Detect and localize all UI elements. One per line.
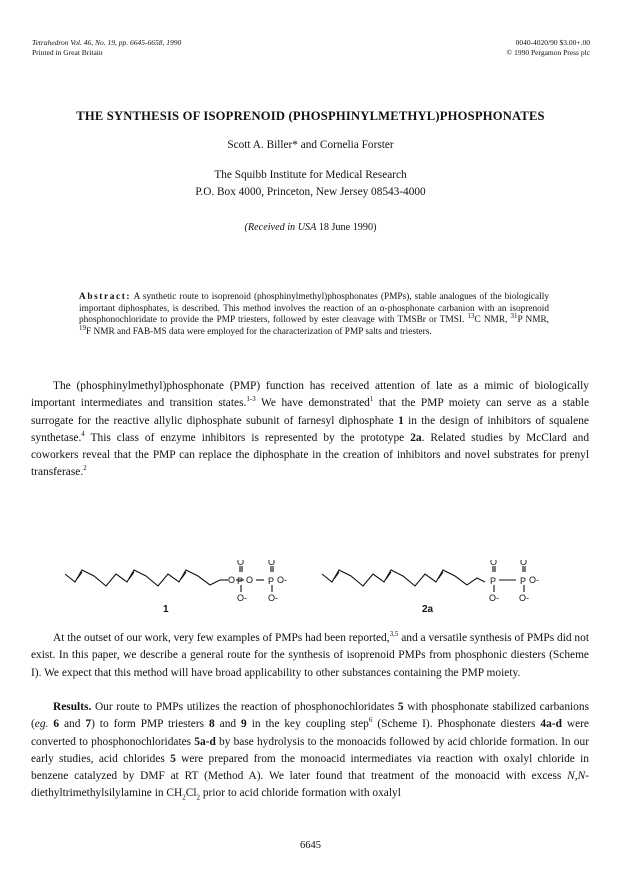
price-header [507, 38, 590, 58]
para1-text-3: that the PMP moiety can serve as a stable surrogate for the reactive allylic diphosphate subunit of farnesyl diphosphate [31, 397, 589, 427]
atom-ominus: O- [489, 593, 499, 603]
abstract-text-3: P NMR, [517, 315, 550, 326]
compound-label-2a: 2a [422, 604, 434, 615]
para2-text-2: and a versatile synthesis of PMPs did not exist. In this paper, we describe a general route for the synthesis of isoprenoid PMPs from phosphonic diesters (Scheme I). We expect that this method will have broad applicability to other substances containing the PMP moiety. [31, 632, 589, 679]
copyright-line: © 1990 Pergamon Press plc [506, 48, 590, 57]
ref-sup: 4 [81, 430, 85, 439]
paragraph-intro [31, 378, 589, 482]
para3-text: with phosphonate stabilized carbanions ( [31, 701, 589, 731]
compound-ref: 4a-d [540, 718, 562, 731]
atom-o: O [237, 560, 245, 567]
compound-ref: 1 [398, 414, 404, 427]
para1-text-4: in the design of inhibitors of squalene synthetase. [31, 414, 589, 444]
atom-o: O [490, 560, 498, 567]
para3-text: were converted to phosphonochloridates [31, 718, 589, 748]
para1-text-6: . Related studies by McClard and coworkers reveal that the PMP can replace the diphosphate in the creation of inhibitors and novel substrates for prenyl transferase. [31, 431, 590, 479]
chemical-structures [60, 560, 560, 618]
para3-text: and [59, 718, 86, 731]
nmr-13c-sup: 13 [467, 312, 475, 321]
nmr-19f-sup: 19 [79, 324, 86, 333]
price-line: 0040-4020/90 $3.00+.00 [515, 38, 590, 47]
eg-italic: eg. [34, 718, 49, 731]
atom-o: O [246, 575, 254, 585]
compound-ref: 8 [209, 718, 215, 731]
isoprenoid-chain-2a [322, 570, 485, 586]
para3-text: and [214, 718, 242, 731]
para3-text: were prepared from the monoacid intermediates via reaction with oxalyl chloride in benzene catalyzed by DMF at RT (Method A). We later found that treatment of the monoacid with excess [31, 752, 589, 783]
ref-sup: 1-3 [246, 395, 256, 404]
compound-ref: 5a-d [194, 735, 216, 748]
abstract-text-2: C NMR, [474, 315, 511, 326]
compound-ref: 6 [48, 718, 60, 731]
atom-ominus: O- [529, 575, 539, 585]
ref-sup: 6 [368, 716, 373, 725]
atom-p: P [520, 576, 527, 586]
atom-o: O [268, 560, 276, 567]
para3-text: Cl [185, 787, 197, 800]
isoprenoid-chain-1 [65, 570, 220, 586]
journal-header [32, 38, 181, 58]
para3-text: prior to acid chloride formation with oxalyl [200, 787, 401, 800]
ref-sup: 1 [369, 395, 374, 404]
para1-text-1: The (phosphinylmethyl)phosphonate (PMP) function has received attention of late as a mimic of biologically important intermediates and transition states. [31, 380, 589, 410]
ref-sup: 3,5 [389, 630, 399, 639]
atom-p: P [237, 576, 244, 586]
atom-p: P [490, 576, 497, 586]
compound-ref: 5 [397, 701, 404, 713]
atom-o: O [520, 560, 528, 567]
results-heading: Results. [53, 701, 92, 713]
structure-1-atoms [163, 560, 287, 615]
para1-text-2: We have demonstrated [255, 397, 370, 410]
journal-line: Tetrahedron Vol. 46, No. 19, pp. 6645-6658, 1990 [32, 38, 182, 47]
affiliation-line1: The Squibb Institute for Medical Research [214, 169, 407, 181]
abstract-label: Abstract: [79, 292, 132, 302]
received-prefix: (Received in USA [244, 222, 317, 233]
subscript: 2 [196, 793, 200, 802]
atom-ominus: O- [519, 593, 529, 603]
affiliation-line2: P.O. Box 4000, Princeton, New Jersey 08543-4000 [195, 186, 426, 198]
subscript: 2 [182, 793, 186, 802]
structure-2a-atoms [422, 560, 539, 615]
atom-ominus: O- [237, 593, 247, 603]
atom-o: O [228, 575, 236, 585]
nmr-31p-sup: 31 [510, 312, 518, 321]
abstract-text: A synthetic route to isoprenoid (phosphinylmethyl)phosphonates (PMPs), stable analogues of the biologically important diphosphates, is described. This method involves the reaction of an α-phosphonate carbanion with an isoprenoid phosphonochloridate to provide the PMP triesters, followed by ester cleavage with TMSBr or TMSI. [79, 292, 550, 326]
para3-text: (Scheme I). Phosphonate diesters [372, 718, 541, 731]
atom-ominus: O- [277, 575, 287, 585]
compound-ref: 7 [85, 718, 92, 731]
para3-text: Our route to PMPs utilizes the reaction of phosphonochloridates [91, 701, 398, 713]
received-date-value: 18 June 1990) [318, 222, 377, 233]
compound-label-1: 1 [163, 604, 169, 615]
para1-text-5: This class of enzyme inhibitors is represented by the prototype [84, 431, 411, 444]
atom-p: P [268, 576, 275, 586]
abstract-text-4: F NMR and FAB-MS data were employed for the characterization of PMP salts and triesters. [86, 327, 432, 338]
compound-ref: 5 [170, 752, 176, 765]
compound-ref: 9 [241, 718, 247, 731]
abstract [79, 292, 549, 339]
para3-text: in the key coupling step [246, 718, 369, 731]
para2-text-1: At the outset of our work, very few examples of PMPs had been reported, [53, 632, 390, 644]
compound-ref: 2a [410, 431, 422, 444]
nn-italic: N,N [567, 770, 586, 783]
authors: Scott A. Biller* and Cornelia Forster [227, 139, 394, 151]
para3-text: ) to form PMP triesters [91, 718, 210, 731]
ref-sup: 2 [83, 464, 87, 473]
printed-line: Printed in Great Britain [32, 48, 103, 57]
paper-title: THE SYNTHESIS OF ISOPRENOID (PHOSPHINYLMETHYL)PHOSPHONATES [76, 109, 545, 123]
page-number: 6645 [300, 840, 321, 851]
atom-ominus: O- [268, 593, 278, 603]
received-date [0, 222, 621, 233]
paragraph-outset [31, 630, 589, 682]
paragraph-results [31, 699, 589, 803]
para3-text: -diethyltrimethylsilylamine in CH [31, 770, 589, 800]
para3-text: by base hydrolysis to the monoacids followed by acid chloride formation. In our early studies, acid chlorides [31, 735, 589, 765]
